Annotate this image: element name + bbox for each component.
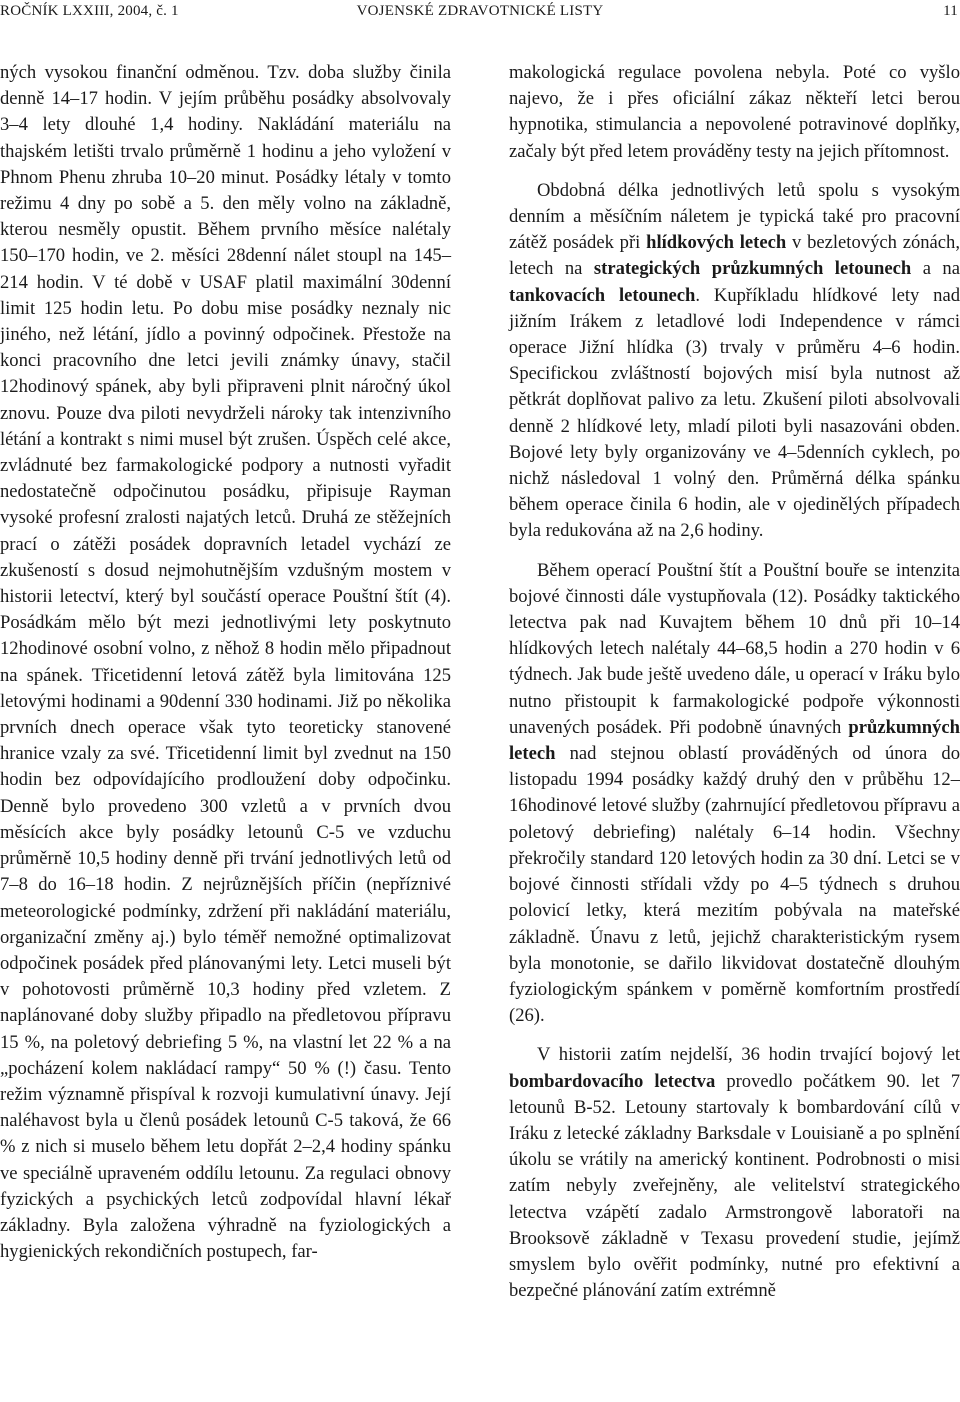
text-run: . Kupříkladu hlídkové lety nad jižním Irákem z letadlové lodi Independence v rámci operace Jižní hlídka (3) trvaly v průměru 4–6 hodin. Specifickou zvláštností bojových misí byla nutnost až pětkrát doplňovat palivo za letu. Zkušení piloti absolvovali denně 2 hlídkové lety, mladí piloti byli nasazováni obden. Bojové lety byly organizovány ve 4–5denních cyklech, po nichž následoval 1 volný den. Průměrná délka spánku během operace činila 6 hodin, ale v ojedinělých případech byla redukována až na 2,6 hodiny. [509, 284, 960, 542]
right-column [509, 60, 960, 1304]
paragraph-continued: makologická regulace povolena nebyla. Poté co vyšlo najevo, že i přes oficiální zákaz někteří letci berou hypnotika, stimulancia a nepovolené potravinové doplňky, začaly být před letem prováděny testy na jejich přítomnost. [509, 62, 960, 162]
paragraph [509, 178, 960, 545]
bold-term: hlídkových letech [646, 232, 787, 254]
bold-term: strategických průzkumných letounech [593, 258, 912, 280]
running-header [0, 0, 960, 40]
text-run: Obdobná délka jednotlivých letů spolu s vysokým denním a měsíčním náletem je typická také pro pracovní zátěž posádek při [509, 179, 960, 254]
bold-term: tankovacích letounech [509, 284, 696, 306]
text-run: a na [911, 258, 960, 280]
left-column [0, 60, 451, 1265]
text-run: nad stejnou oblastí prováděných od února do listopadu 1994 posádky každý druhý den v průběhu 12–16hodinové letové služby (zahrnující předletovou přípravu a poletový debriefing) nalétaly 6–14 hodin. Všechny překročily standard 120 letových hodin za 30 dní. Letci se v bojové činnosti střídali vždy po 4–5 týdnech s druhou polovicí letky, která mezitím pobývala na mateřské základně. Únavu z letů, jejichž charakteristickým rysem byla monotonie, se dařilo likvidovat dostatečně dlouhým fyziologickým spánkem v poměrně komfortním prostředí (26). [509, 743, 960, 1027]
bold-term: bombardovacího letectva [509, 1070, 716, 1092]
text-run: provedlo počátkem 90. let 7 letounů B-52. Letouny startovaly k bombardování cílů v Iráku z letecké základny Barksdale v Louisianě a po splnění úkolu se vrátily na americký kontinent. Podrobnosti o misi zatím nebyly zveřejněny, ale velitelství strategického letectva vzápětí zadalo Armstrongově laboratoři na Brooksově základně v Texasu provedení studie, jejímž smyslem bylo ověřit podmínky, nutné pro efektivní a bezpečné plánování zatím extrémně [509, 1070, 960, 1302]
paragraph [509, 558, 960, 1030]
text-run: Během operací Pouštní štít a Pouštní bouře se intenzita bojové činnosti dále vystupňovala (12). Posádky taktického letectva pak nad Kuvajtem během 10 dnů při 10–14 hlídkových letech nalétaly 44–68,5 hodin a 270 hodin v 6 týdnech. Jak bude ještě uvedeno dále, u operací v Iráku bylo nutno přistoupit k farmakologické podpoře výkonnosti unavených posádek. Při podobně únavných [509, 559, 960, 738]
bold-term: průzkumných letech [509, 716, 960, 765]
page-number: 11 [943, 3, 958, 19]
text-run: v bezletových zónách, letech na [509, 232, 960, 280]
paragraph [509, 1042, 960, 1304]
journal-title: VOJENSKÉ ZDRAVOTNICKÉ LISTY [356, 3, 604, 19]
journal-volume: ROČNÍK LXXIII, 2004, č. 1 [0, 3, 179, 19]
paragraph-continued: ných vysokou finanční odměnou. Tzv. doba služby činila denně 14–17 hodin. V jejím průběhu posádky absolvovaly 3–4 lety dlouhé 1,4 hodiny. Nakládání materiálu na thajském letišti trvalo průměrně 1 hodinu a jeho vyložení v Phnom Phenu zhruba 10–20 minut. Posádky létaly v tomto režimu 4 dny po sobě a 5. den měly volno na základně, kterou nesměly opustit. Během prvního měsíce nalétaly 150–170 hodin, ve 2. měsíci 28denní nálet stoupl na 145–214 hodin. V té době v USAF platil maximální 30denní limit 125 hodin letu. Po dobu mise posádky neznaly nic jiného, než létání, jídlo a povinný odpočinek. Přestože na konci pracovního dne letci jevili známky únavy, stačil 12hodinový spánek, aby byli připraveni plnit náročný úkol znovu. Pouze dva piloti nevydrželi nároky tak intenzivního létání a kontrakt s nimi musel být zrušen. Úspěch celé akce, zvládnuté bez farmakologické podpory a nutnosti vyřadit nedostatečně odpočinutou posádku, připisuje Rayman vysoké profesní zralosti najatých letců. Druhá ze stěžejních prací o zátěži posádek dopravních letadel vychází ze zkušeností s dosud nejmohutnějším vzdušným mostem v historii letectví, který byl součástí operace Pouštní štít (4). Posádkám mělo být mezi jednotlivými lety poskytnuto 12hodinové osobní volno, z něhož 8 hodin mělo připadnout na spánek. Třicetidenní letová zátěž byla limitována 125 letovými hodinami a 90denní 330 hodinami. Již po několika prvních dnech operace však tyto teoreticky stanovené hranice vzaly za své. Třicetidenní limit byl zvednut na 150 hodin bez odpovídajícího prodloužení doby odpočinku. Denně bylo provedeno 300 vzletů a v prvních dvou měsících akce byly posádky letounů C-5 ve vzduchu průměrně 10,5 hodiny denně při trvání jednotlivých letů od 7–8 do 16–18 hodin. Z nejrůznějších příčin (nepříznivé meteorologické podmínky, zdržení při nakládání materiálu, organizační změny aj.) bylo téměř nemožné optimalizovat odpočinek posádek před plánovanými lety. Letci museli být v pohotovosti průměrně 10,3 hodiny před vzletem. Z naplánované doby služby připadlo na předletovou přípravu 15 %, na poletový debriefing 5 %, na vlastní let 22 % a na „pocházení kolem nakládací rampy“ 50 % (!) času. Tento režim významně přispíval k rozvoji kumulativní únavy. Její naléhavost byla u členů posádek letounů C-5 taková, že 66 % z nich si muselo během letu dopřát 2–2,4 hodiny spánku ve speciálně upraveném oddílu letounu. Za regulaci obnovy fyzických a psychických letců zodpovídal hlavní lékař základny. Byla založena výhradně na fyziologických a hygienických rekondičních postupech, far- [0, 62, 451, 1263]
text-run: V historii zatím nejdelší, 36 hodin trvající bojový let [537, 1044, 960, 1066]
